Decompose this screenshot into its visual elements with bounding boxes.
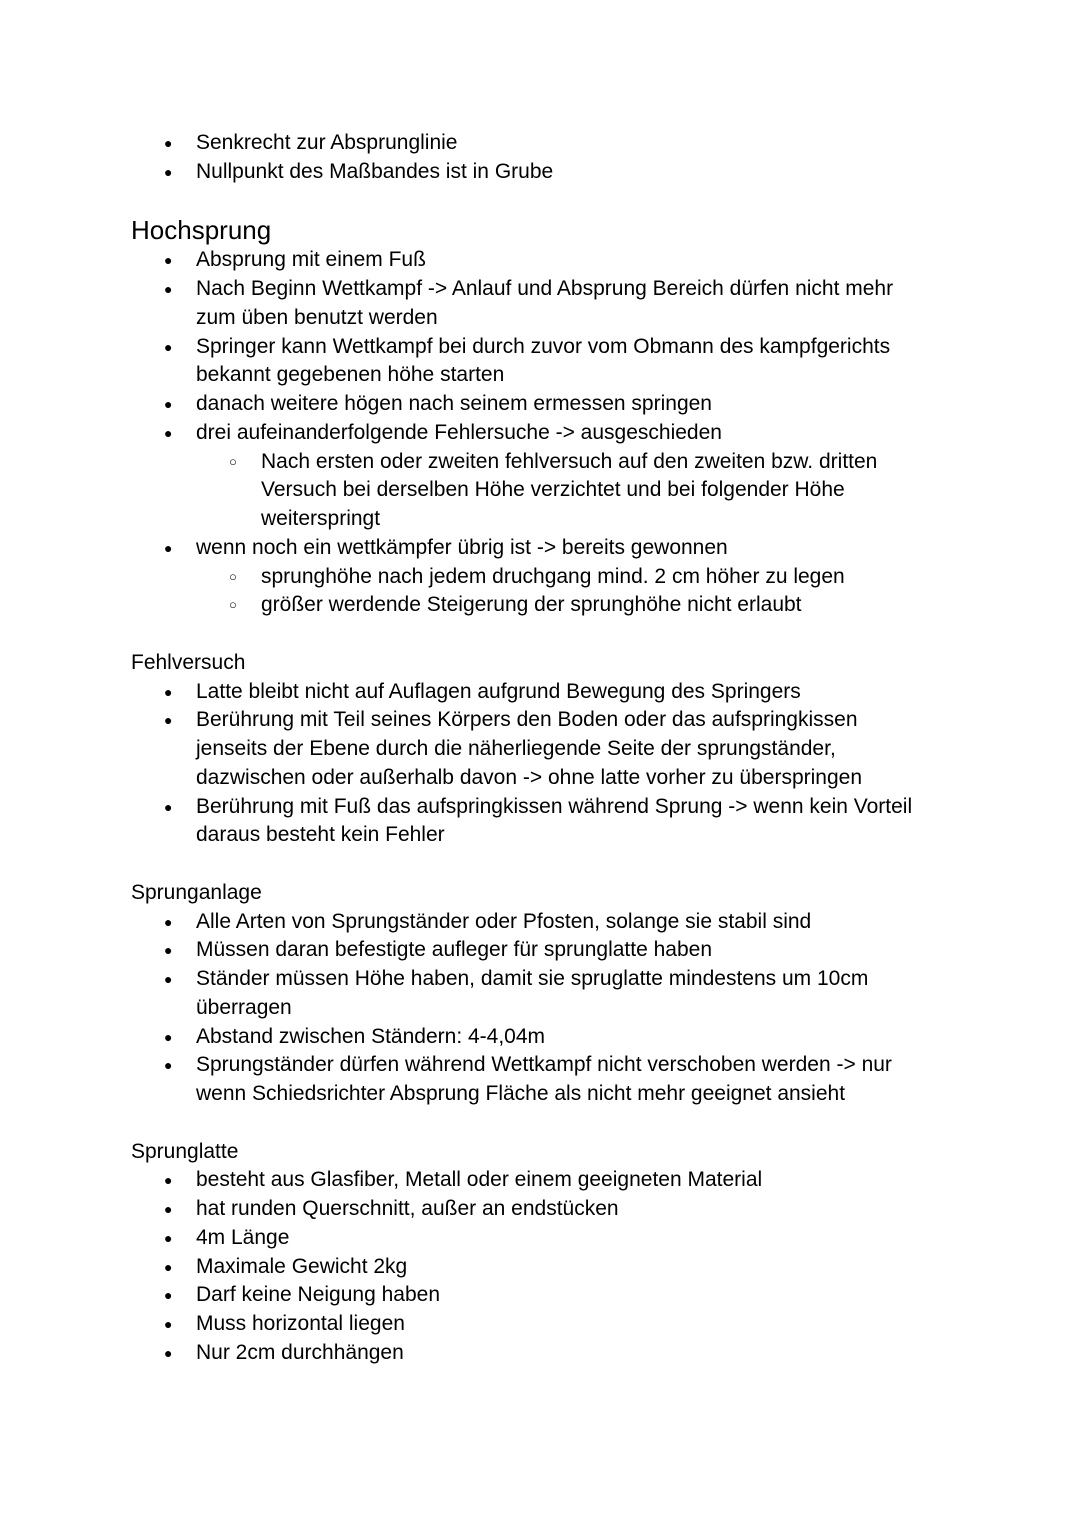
list-item-text: Berührung mit Fuß das aufspringkissen während Sprung -> wenn kein Vorteil: [196, 794, 913, 818]
section: [131, 879, 961, 1109]
bullet-icon: ●: [164, 1057, 173, 1074]
list-item-text: Berührung mit Teil seines Körpers den Boden oder das aufspringkissen: [196, 708, 858, 732]
list-item: [131, 936, 961, 965]
document-body: [131, 129, 961, 1368]
list-item-text: Darf keine Neigung haben: [196, 1283, 441, 1307]
list-item: [131, 1224, 961, 1253]
section: [131, 649, 961, 850]
list-item-text: Alle Arten von Sprungständer oder Pfosten, solange sie stabil sind: [196, 909, 812, 933]
list-item-text: Ständer müssen Höhe haben, damit sie spruglatte mindestens um 10cm: [196, 967, 869, 990]
section-heading: Hochsprung: [131, 215, 272, 246]
bullet-icon: ●: [164, 1028, 173, 1045]
list-item: [131, 534, 961, 563]
sub-list-item: [131, 448, 961, 534]
list-item: [131, 129, 961, 158]
list-item-text: hat runden Querschnitt, außer an endstücken: [196, 1197, 619, 1220]
list-item-text: 4m Länge: [196, 1225, 290, 1249]
list-item-text: überragen: [196, 995, 292, 1019]
list-item: [131, 1281, 961, 1310]
list-item-text: Müssen daran befestigte aufleger für sprunglatte haben: [196, 938, 713, 962]
list-item-text: Muss horizontal liegen: [196, 1312, 405, 1335]
list-item-text: Latte bleibt nicht auf Auflagen aufgrund Bewegung des Springers: [196, 679, 801, 703]
bullet-list: [131, 908, 961, 1109]
bullet-icon: ●: [164, 163, 173, 180]
bullet-list: [131, 246, 961, 620]
bullet-icon: ●: [164, 135, 173, 151]
bullet-icon: ●: [164, 1287, 173, 1304]
bullet-icon: ●: [164, 942, 173, 959]
list-item: [131, 1166, 961, 1195]
list-item-text: drei aufeinanderfolgende Fehlersuche -> ausgeschieden: [196, 420, 722, 444]
list-item: [131, 908, 961, 937]
section-heading: Sprunganlage: [131, 880, 262, 904]
list-item-text: weiterspringt: [261, 507, 381, 530]
section-heading: Sprunglatte: [131, 1139, 239, 1163]
list-item: [131, 793, 961, 851]
list-item: [131, 1339, 961, 1368]
list-item-text: sprunghöhe nach jedem druchgang mind. 2 cm höher zu legen: [261, 564, 845, 588]
bullet-icon: ●: [164, 1172, 173, 1189]
list-item-text: bekannt gegebenen höhe starten: [196, 363, 505, 387]
list-item-text: Nach Beginn Wettkampf -> Anlauf und Absprung Bereich dürfen nicht mehr: [196, 277, 894, 300]
bullet-icon: ●: [164, 913, 173, 930]
list-item: [131, 419, 961, 448]
bullet-icon: ●: [164, 281, 173, 297]
list-item-text: Absprung mit einem Fuß: [196, 248, 426, 272]
circle-bullet-icon: ○: [229, 568, 237, 584]
list-item-text: besteht aus Glasfiber, Metall oder einem geeigneten Material: [196, 1168, 763, 1192]
list-item: [131, 275, 961, 333]
list-item-text: wenn noch ein wettkämpfer übrig ist -> bereits gewonnen: [196, 535, 728, 559]
list-item-text: größer werdende Steigerung der sprunghöhe nicht erlaubt: [261, 593, 802, 617]
list-item-text: Maximale Gewicht 2kg: [196, 1254, 408, 1278]
list-item-text: Versuch bei derselben Höhe verzichtet und bei folgender Höhe: [261, 478, 845, 502]
list-item-text: daraus besteht kein Fehler: [196, 823, 445, 847]
list-item: [131, 390, 961, 419]
section: [131, 215, 961, 620]
list-item-text: jenseits der Ebene durch die näherliegende Seite der sprungständer,: [196, 737, 836, 760]
list-item: [131, 1253, 961, 1282]
list-item: [131, 246, 961, 275]
section-heading: Fehlversuch: [131, 650, 246, 674]
circle-bullet-icon: ○: [229, 597, 237, 613]
list-item: [131, 1310, 961, 1339]
section: [131, 129, 961, 187]
bullet-icon: ●: [164, 539, 173, 556]
sub-list-item: [131, 563, 961, 592]
list-item: [131, 1023, 961, 1052]
bullet-icon: ●: [164, 712, 173, 729]
bullet-icon: ●: [164, 1258, 173, 1275]
list-item-text: Springer kann Wettkampf bei durch zuvor vom Obmann des kampfgerichts: [196, 334, 891, 358]
bullet-icon: ●: [164, 338, 173, 355]
list-item-text: Nur 2cm durchhängen: [196, 1340, 404, 1364]
bullet-icon: ●: [164, 1316, 173, 1332]
bullet-icon: ●: [164, 683, 173, 700]
list-item-text: Senkrecht zur Absprunglinie: [196, 131, 458, 154]
bullet-icon: ●: [164, 1344, 173, 1361]
bullet-icon: ●: [164, 424, 173, 441]
section: [131, 1138, 961, 1368]
list-item-text: Nach ersten oder zweiten fehlversuch auf den zweiten bzw. dritten: [261, 449, 878, 473]
bullet-icon: ●: [164, 1229, 173, 1246]
list-item-text: Sprungständer dürfen während Wettkampf nicht verschoben werden -> nur: [196, 1053, 892, 1077]
bullet-icon: ●: [164, 396, 173, 412]
list-item: [131, 1195, 961, 1224]
list-item-text: wenn Schiedsrichter Absprung Fläche als nicht mehr geeignet ansieht: [196, 1082, 846, 1105]
bullet-icon: ●: [164, 798, 173, 815]
bullet-list: [131, 1166, 961, 1367]
list-item: [131, 965, 961, 1023]
list-item-text: Abstand zwischen Ständern: 4-4,04m: [196, 1024, 546, 1048]
list-item-text: dazwischen oder außerhalb davon -> ohne latte vorher zu überspringen: [196, 765, 863, 789]
bullet-list: [131, 678, 961, 851]
list-item: [131, 158, 961, 187]
list-item: [131, 706, 961, 792]
bullet-list: [131, 129, 961, 187]
bullet-icon: ●: [164, 252, 173, 269]
bullet-icon: ●: [164, 1201, 173, 1217]
list-item-text: Nullpunkt des Maßbandes ist in Grube: [196, 159, 554, 183]
circle-bullet-icon: ○: [229, 453, 237, 469]
list-item: [131, 1051, 961, 1109]
list-item: [131, 333, 961, 391]
list-item: [131, 678, 961, 707]
bullet-icon: ●: [164, 971, 173, 987]
sub-list-item: [131, 591, 961, 620]
list-item-text: danach weitere högen nach seinem ermessen springen: [196, 392, 712, 415]
list-item-text: zum üben benutzt werden: [196, 305, 438, 329]
